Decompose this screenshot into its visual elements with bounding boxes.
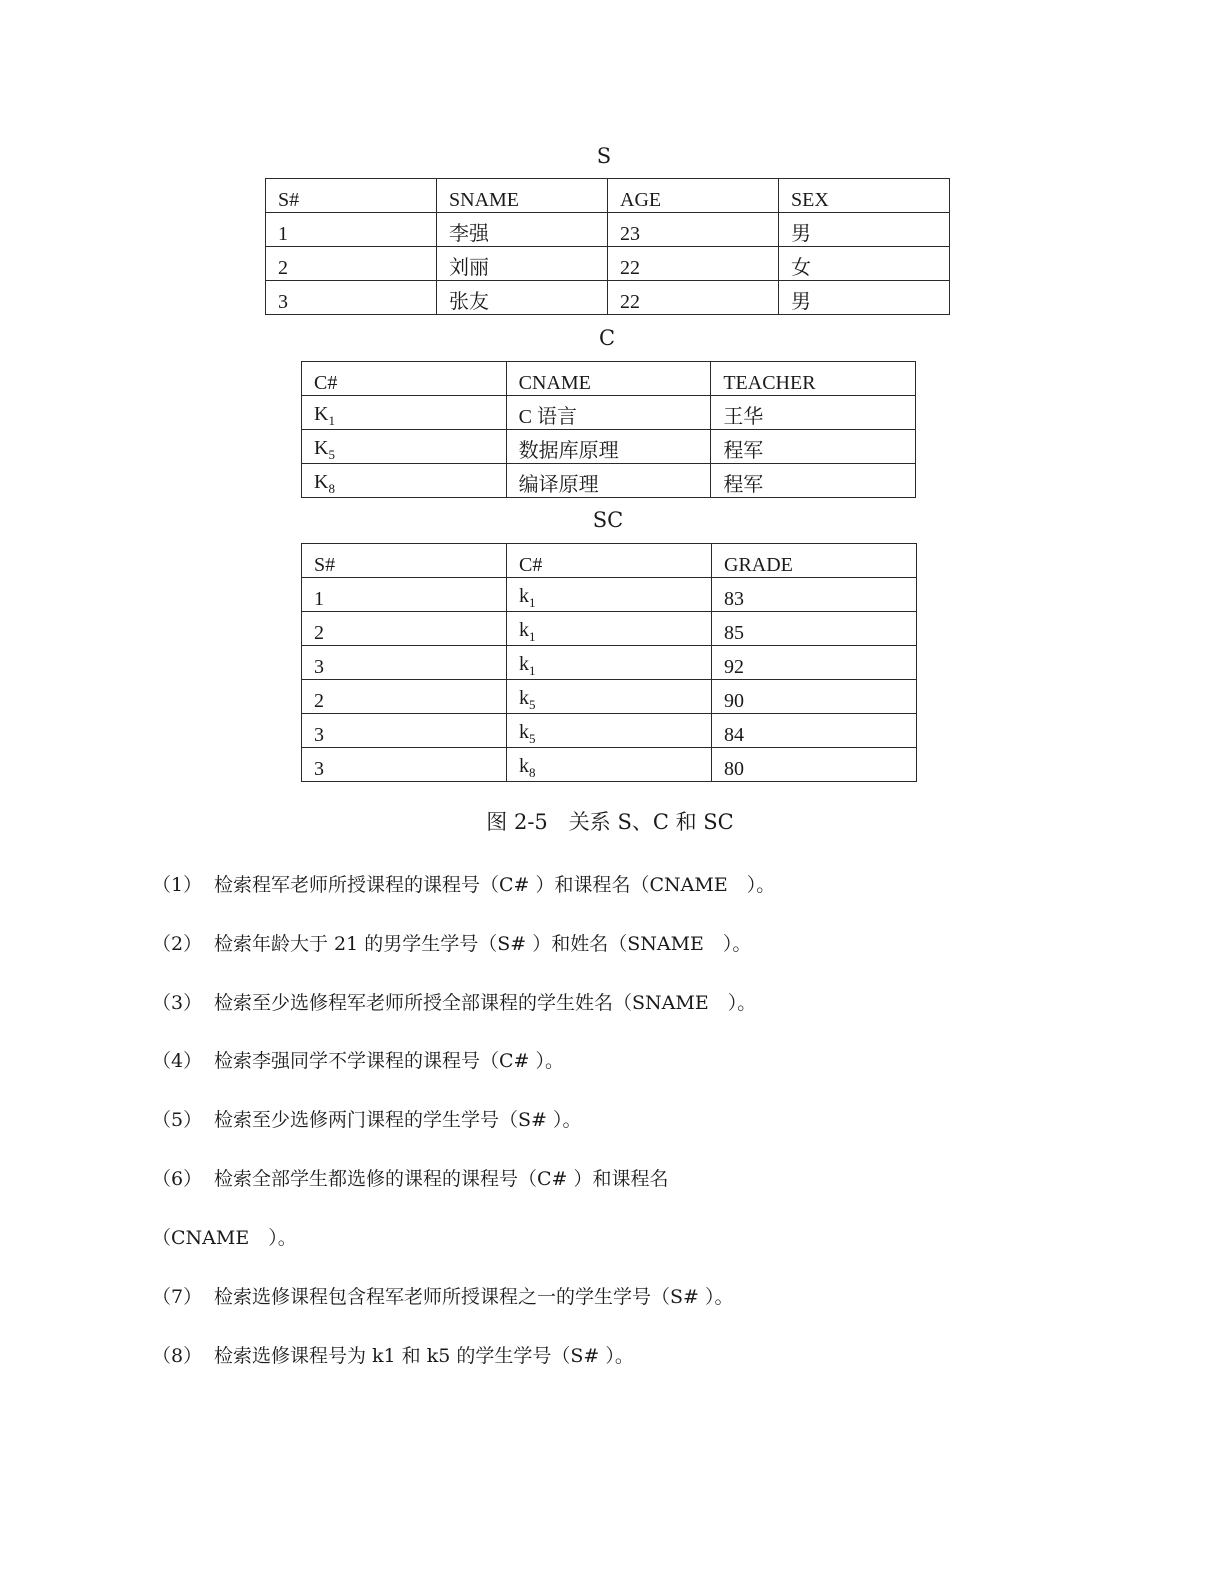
question-item	[152, 870, 775, 897]
question-text: （CNAME ）。	[152, 1227, 297, 1249]
question-number: （7）	[152, 1286, 203, 1308]
cell-subscript: 5	[529, 697, 536, 712]
cell-base: k	[519, 687, 529, 709]
cell-subscript: 8	[328, 481, 335, 496]
question-text: 检索程军老师所授课程的课程号（C# ）和课程名（CNAME ）。	[214, 874, 776, 896]
table-cell: 1	[302, 578, 507, 612]
table-cell: 90	[712, 680, 917, 714]
table-cell: 刘丽	[437, 247, 608, 281]
table-cell: 84	[712, 714, 917, 748]
figure-caption: 图 2-5 关系 S、C 和 SC	[486, 810, 734, 834]
column-header: GRADE	[712, 544, 917, 578]
table-header-row	[266, 179, 950, 213]
table-cell	[507, 748, 712, 782]
question-item	[152, 988, 756, 1015]
question-number: （1）	[152, 874, 203, 896]
question-item	[152, 929, 751, 956]
column-header: S#	[302, 544, 507, 578]
table-sc-caption: SC	[592, 508, 624, 532]
question-text: 检索选修课程号为 k1 和 k5 的学生学号（S# ）。	[214, 1345, 634, 1367]
table-cell	[507, 612, 712, 646]
question-number: （2）	[152, 933, 203, 955]
table-cell: 程军	[711, 430, 916, 464]
table-cell: 3	[266, 281, 437, 315]
table-cell: 2	[266, 247, 437, 281]
table-cell: 女	[779, 247, 950, 281]
question-number: （8）	[152, 1345, 203, 1367]
column-header: AGE	[608, 179, 779, 213]
table-cell: 数据库原理	[506, 430, 711, 464]
table-row	[302, 646, 917, 680]
table-c	[301, 361, 916, 498]
table-c-caption: C	[598, 326, 616, 350]
cell-subscript: 1	[328, 413, 335, 428]
column-header: TEACHER	[711, 362, 916, 396]
question-text: 检索李强同学不学课程的课程号（C# ）。	[214, 1050, 564, 1072]
question-number: （3）	[152, 992, 203, 1014]
question-number: （6）	[152, 1168, 203, 1190]
table-row	[302, 464, 916, 498]
cell-base: k	[519, 721, 529, 743]
table-cell: 张友	[437, 281, 608, 315]
question-item	[152, 1105, 581, 1132]
question-text: 检索年龄大于 21 的男学生学号（S# ）和姓名（SNAME ）。	[214, 933, 752, 955]
column-header: S#	[266, 179, 437, 213]
table-cell: 85	[712, 612, 917, 646]
column-header: CNAME	[506, 362, 711, 396]
table-cell	[507, 646, 712, 680]
question-text: 检索至少选修程军老师所授全部课程的学生姓名（SNAME ）。	[214, 992, 757, 1014]
cell-subscript: 5	[328, 447, 335, 462]
question-item	[152, 1341, 634, 1368]
table-sc	[301, 543, 917, 782]
cell-base: K	[314, 403, 329, 425]
cell-subscript: 1	[529, 663, 536, 678]
table-cell: 23	[608, 213, 779, 247]
cell-subscript: 1	[529, 629, 536, 644]
table-cell: 程军	[711, 464, 916, 498]
table-cell: 22	[608, 247, 779, 281]
column-header: SNAME	[437, 179, 608, 213]
table-row	[302, 578, 917, 612]
table-row	[302, 748, 917, 782]
table-cell: C 语言	[506, 396, 711, 430]
table-cell: 92	[712, 646, 917, 680]
table-row	[266, 213, 950, 247]
cell-base: k	[519, 653, 529, 675]
table-cell: 李强	[437, 213, 608, 247]
table-cell: 80	[712, 748, 917, 782]
column-header: C#	[507, 544, 712, 578]
column-header: SEX	[779, 179, 950, 213]
table-cell: 男	[779, 213, 950, 247]
cell-base: K	[314, 471, 329, 493]
table-cell: 男	[779, 281, 950, 315]
table-cell: 3	[302, 748, 507, 782]
cell-base: k	[519, 619, 529, 641]
table-row	[302, 612, 917, 646]
table-cell: 83	[712, 578, 917, 612]
table-cell	[302, 464, 507, 498]
table-cell: 3	[302, 646, 507, 680]
question-item	[152, 1046, 564, 1073]
table-header-row	[302, 362, 916, 396]
table-cell	[507, 578, 712, 612]
table-cell: 编译原理	[506, 464, 711, 498]
table-cell	[507, 714, 712, 748]
table-header-row	[302, 544, 917, 578]
table-cell	[302, 430, 507, 464]
table-row	[302, 396, 916, 430]
cell-subscript: 5	[529, 731, 536, 746]
question-item	[152, 1223, 297, 1250]
table-cell	[507, 680, 712, 714]
question-text: 检索全部学生都选修的课程的课程号（C# ）和课程名	[214, 1168, 669, 1190]
question-item	[152, 1164, 669, 1191]
table-cell: 2	[302, 680, 507, 714]
question-item	[152, 1282, 733, 1309]
cell-base: K	[314, 437, 329, 459]
question-text: 检索选修课程包含程军老师所授课程之一的学生学号（S# ）。	[214, 1286, 734, 1308]
table-cell: 22	[608, 281, 779, 315]
cell-subscript: 8	[529, 765, 536, 780]
question-text: 检索至少选修两门课程的学生学号（S# ）。	[214, 1109, 582, 1131]
table-s-caption: S	[596, 144, 612, 168]
table-cell: 2	[302, 612, 507, 646]
table-row	[302, 430, 916, 464]
table-row	[302, 680, 917, 714]
table-s	[265, 178, 950, 315]
cell-base: k	[519, 755, 529, 777]
table-cell: 王华	[711, 396, 916, 430]
cell-base: k	[519, 585, 529, 607]
table-row	[266, 247, 950, 281]
table-cell: 3	[302, 714, 507, 748]
table-row	[302, 714, 917, 748]
column-header: C#	[302, 362, 507, 396]
question-number: （5）	[152, 1109, 203, 1131]
table-cell	[302, 396, 507, 430]
table-cell: 1	[266, 213, 437, 247]
cell-subscript: 1	[529, 595, 536, 610]
question-number: （4）	[152, 1050, 203, 1072]
table-row	[266, 281, 950, 315]
